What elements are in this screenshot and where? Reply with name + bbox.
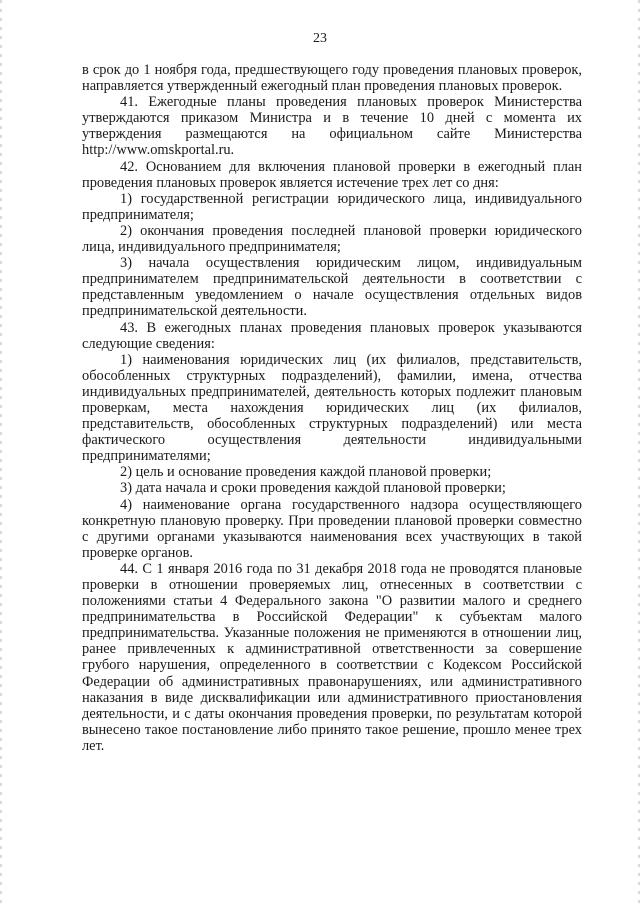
paragraph-44: 44. С 1 января 2016 года по 31 декабря 2018 года не проводятся плановые проверки в отношении проверяемых лиц, отнесенных в соответствии с положениями статьи 4 Федерального закона "О развитии малого и среднего предпринимательства в Российской Федерации" к субъектам малого предпринимательства. Указанные положения не применяются в отношении лиц, ранее привлеченных к административной ответственности за совершение грубого нарушения, определенного в соответствии с Кодексом Российской Федерации об административных правонарушениях, или административного наказания в виде дисквалификации или административного приостановления деятельности, и с даты окончания проведения проверки, по результатам которой вынесено такое постановление либо принято такое решение, прошло менее трех лет.: [82, 560, 582, 754]
paragraph-42-item-1: 1) государственной регистрации юридического лица, индивидуального предпринимателя;: [82, 190, 582, 223]
paragraph-continuation: в срок до 1 ноября года, предшествующего году проведения плановых проверок, направляется утвержденный ежегодный план проведения плановых проверок.: [82, 62, 582, 95]
paragraph-43-item-1: 1) наименования юридических лиц (их филиалов, представительств, обособленных структурных подразделений), фамилии, имена, отчества индивидуальных предпринимателей, деятельность которых подлежит плановым проверкам, места нахождения юридических лиц (их филиалов, представительств, обособленных структурных подразделений) или места фактического осуществления деятельности индивидуальными предпринимателями;: [82, 351, 582, 465]
paragraph-43-item-2: 2) цель и основание проведения каждой плановой проверки;: [120, 464, 492, 481]
paragraph-41: 41. Ежегодные планы проведения плановых проверок Министерства утверждаются приказом Министра и в течение 10 дней с момента их утверждения размещаются на официальном сайте Министерства http://www.omskportal.ru.: [82, 94, 582, 159]
paragraph-43-item-4: 4) наименование органа государственного надзора осуществляющего конкретную плановую проверку. При проведении плановой проверки совместно с другими органами указываются наименования всех участвующих в такой проверке органов.: [82, 496, 582, 561]
document-body: [82, 62, 582, 754]
paragraph-43: 43. В ежегодных планах проведения плановых проверок указываются следующие сведения:: [82, 319, 582, 352]
paragraph-42-item-3: 3) начала осуществления юридическим лицом, индивидуальным предпринимателем предпринимательской деятельности в соответствии с представленным уведомлением о начале осуществления отдельных видов предпринимательской деятельности.: [82, 255, 582, 320]
paragraph-42-item-2: 2) окончания проведения последней плановой проверки юридического лица, индивидуального предпринимателя;: [82, 222, 582, 256]
scan-edge-left: [0, 0, 2, 905]
page-number: 23: [313, 31, 327, 46]
paragraph-42: 42. Основанием для включения плановой проверки в ежегодный план проведения плановых проверок является истечение трех лет со дня:: [82, 158, 582, 191]
paragraph-43-item-3: 3) дата начала и сроки проведения каждой плановой проверки;: [120, 480, 506, 497]
